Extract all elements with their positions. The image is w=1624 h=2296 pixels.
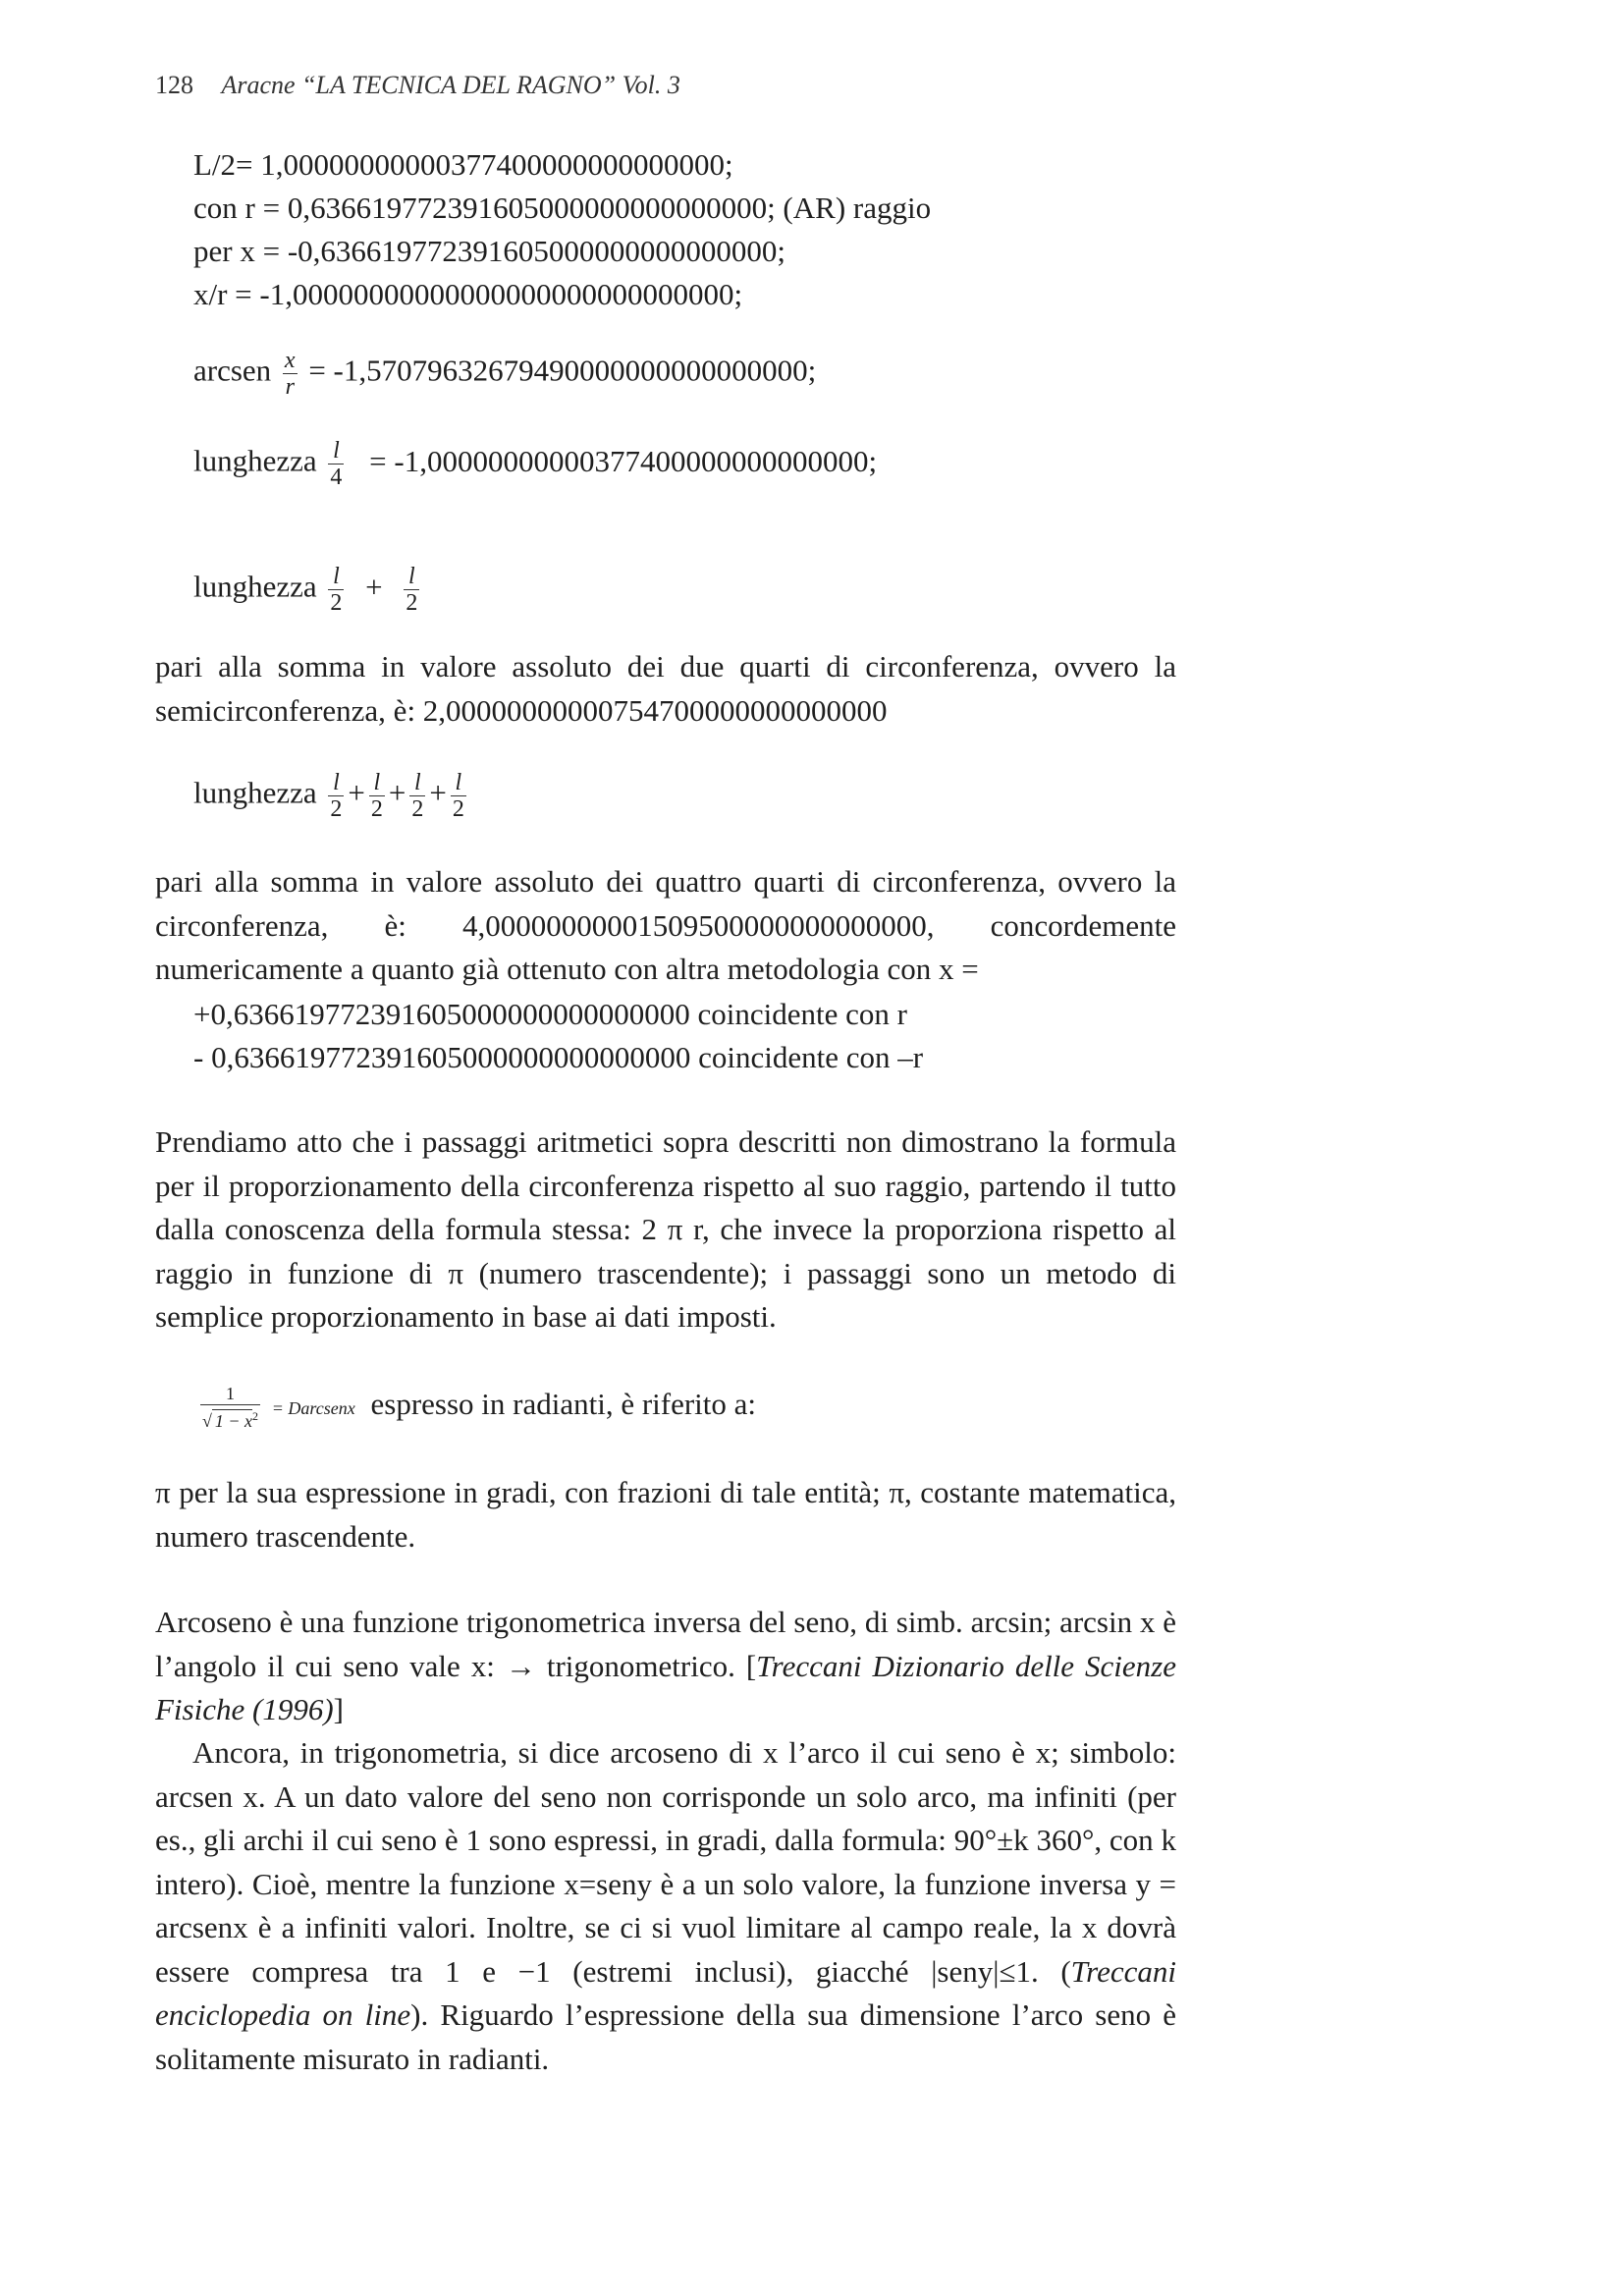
- derivative-formula: [196, 1383, 756, 1432]
- lunghezza-quarter-formula: [193, 438, 877, 490]
- plus-sign: +: [388, 775, 406, 810]
- half-fraction: $\frac{l}{2}$: [411, 770, 424, 822]
- paragraph-circonferenza: pari alla somma in valore assoluto dei quattro quarti di circonferenza, ovvero la circonferenza, è: 4,00000000001509500000000000000, concordemente numericamente a quanto già ottenuto con altra metodologia con x =: [155, 864, 1176, 986]
- running-header: [155, 71, 680, 100]
- half-fraction: $\frac{l}{2}$: [452, 770, 464, 822]
- page-number: 128: [155, 71, 193, 99]
- paragraph-semicirconferenza: pari alla somma in valore assoluto dei due quarti di circonferenza, ovvero la semicirconferenza, è: 2,00000000000754700000000000000: [155, 649, 1176, 728]
- value-x: per x = -0,636619772391605000000000000000;: [193, 234, 786, 268]
- arcsen-formula: [193, 348, 816, 400]
- arcsen-value: = -1,57079632679490000000000000000;: [308, 353, 817, 388]
- coincident-minus-r: - 0,636619772391605000000000000000 coincidente con –r: [193, 1040, 924, 1074]
- plus-sign: +: [348, 775, 365, 810]
- lunghezza-sum-formula: [193, 770, 470, 822]
- half-fraction: $\frac{l}{2}$: [330, 564, 343, 616]
- paragraph-pi: π per la sua espressione in gradi, con frazioni di tale entità; π, costante matematica, numero trascendente.: [155, 1475, 1176, 1554]
- citation: Treccani Dizionario delle Scienze Fisiche (1996): [155, 1648, 1176, 1726]
- derivative-fraction: $\frac{1}{√ 1 - x^2}$: [202, 1384, 259, 1431]
- paragraph-prendiamo: Prendiamo atto che i passaggi aritmetici sopra descritti non dimostrano la formula per il proporzionamento della circonferenza rispetto al suo raggio, partendo il tutto dalla conoscenza della formula stessa: 2 π r, che invece la proporziona rispetto al raggio in funzione di π (numero trascendente); i passaggi sono un metodo di semplice proporzionamento in base ai dati imposti.: [155, 1124, 1176, 1334]
- half-fraction: $\frac{l}{2}$: [406, 564, 418, 616]
- lunghezza-label: lunghezza: [193, 443, 317, 478]
- lunghezza-label: lunghezza: [193, 569, 317, 604]
- fraction-numerator: x: [284, 348, 296, 373]
- paragraph-arcoseno: Arcoseno è una funzione trigonometrica inversa del seno, di simb. arcsin; arcsin x è l’angolo il cui seno vale x: → trigonometrico. [Treccani Dizionario delle Scienze Fisiche (1996)]: [155, 1605, 1176, 1726]
- lunghezza-half-formula: [193, 564, 423, 616]
- citation: Treccani enciclopedia on line: [155, 1953, 1176, 2032]
- arcsen-fraction: [283, 348, 298, 400]
- paragraph-ancora: Ancora, in trigonometria, si dice arcoseno di x l’arco il cui seno è x; simbolo: arcsen x. A un dato valore del seno non corrisponde un solo arco, ma infiniti (per es., gli archi il cui seno è 1 sono espressi, in gradi, dalla formula: 90°±k 360°, con k intero). Cioè, mentre la funzione x=seny è a un solo valore, la funzione inversa y = arcsenx è a infiniti valori. Inoltre, se ci si vuol limitare al campo reale, la x dovrà essere compresa tra 1 e −1 (estremi inclusi), giacché |seny|≤1. (Treccani enciclopedia on line). Riguardo l’espressione della sua dimensione l’arco seno è solitamente misurato in radianti.: [155, 1735, 1176, 2076]
- derivative-rhs: = Darcsenx: [271, 1398, 355, 1419]
- plus-sign: +: [429, 775, 447, 810]
- lunghezza-label: lunghezza: [193, 775, 317, 810]
- quarter-fraction: [328, 438, 344, 490]
- derivative-text: espresso in radianti, è riferito a:: [370, 1387, 757, 1422]
- fraction-numerator: l: [328, 438, 344, 465]
- arcsen-label: arcsen: [193, 353, 272, 388]
- half-fraction: $\frac{l}{2}$: [370, 770, 383, 822]
- running-title: Aracne “LA TECNICA DEL RAGNO” Vol. 3: [221, 71, 680, 99]
- value-r: con r = 0,636619772391605000000000000000; (AR) raggio: [193, 191, 932, 225]
- quarter-value: = -1,00000000000377400000000000000;: [369, 443, 878, 478]
- fraction-denominator: 4: [330, 465, 343, 490]
- value-l2: L/2= 1,00000000000377400000000000000;: [193, 147, 733, 182]
- coincident-r: +0,636619772391605000000000000000 coincidente con r: [193, 997, 907, 1031]
- value-xr: x/r = -1,00000000000000000000000000000;: [193, 277, 743, 311]
- fraction-denominator: r: [285, 374, 295, 400]
- half-fraction: $\frac{l}{2}$: [330, 770, 343, 822]
- plus-sign: +: [365, 569, 383, 604]
